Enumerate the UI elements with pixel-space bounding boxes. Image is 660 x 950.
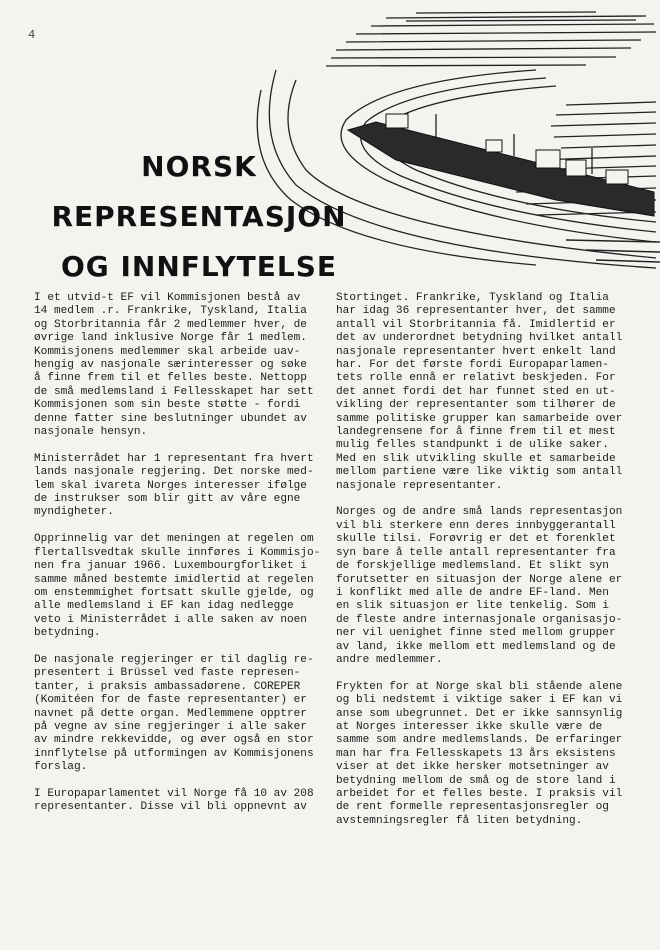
headline-line: OG INNFLYTELSE (60, 250, 338, 283)
headline-line: REPRESENTASJON (51, 200, 347, 233)
right-column (336, 292, 626, 842)
paragraph: Frykten for at Norge skal bli stående alene og bli nedstemt i viktige saker i EF kan vi anse som ubegrunnet. Det er ikke sannsynlig at Norges interesser ikke skulle være de samme som andre medlemslands. De erfaringer man har fra Fellesskapets 13 års eksistens viser at det ikke hersker motsetninger av betydning mellom de små og de store land i arbeidet for et felles beste. I praksis vil de rent formelle representasjonsregler og avstemningsregler få liten betydning. (336, 680, 623, 827)
left-column (34, 292, 324, 828)
headline-line: NORSK (141, 150, 257, 183)
paragraph: I et utvid-t EF vil Kommisjonen bestå av 14 medlem .r. Frankrike, Tyskland, Italia og Storbritannia får 2 medlemmer hver, de øvrige land inklusive Norge får 1 medlem. Kommisjonens medlemmer skal arbeide uav- hengig av nasjonale særinteresser og søke å finne frem til et felles beste. Nettopp de små medlemsland i Fellesskapet har sett Kommisjonen som sin beste støtte - fordi denne fatter sine beslutninger ubundet av nasjonale hensyn. (34, 292, 314, 439)
paragraph: De nasjonale regjeringer er til daglig re- presentert i Brüssel ved faste represen- tanter, i praksis ambassadørene. COREPER (Komitéen for de faste representanter) er navnet på dette organ. Medlemmene opptrer på vegne av sine regjeringer i alle saker av mindre rekkevidde, og øver også en stor innflytelse på utformingen av Kommisjonens forslag. (34, 653, 314, 774)
page-number: 4 (28, 28, 36, 42)
paragraph: Stortinget. Frankrike, Tyskland og Italia har idag 36 representanter hver, det samme antall vil Storbritannia få. Imidlertid er det av underordnet betydning hvilket antall nasjonale representanter hvert enkelt land har. For det første fordi Europaparlamen- tets rolle ennå er relativt beskjeden. For det annet fordi det har funnet sted en ut- vikling der representanter som tilhører de samme politiske grupper kan samarbeide over landegrensene for å finne frem til et mest mulig felles standpunkt i de ulike saker. Med en slik utvikling skulle et samarbeide mellom partiene være like viktig som antall nasjonale representanter. (336, 292, 623, 492)
paragraph: Ministerrådet har 1 representant fra hvert lands nasjonale regjering. Det norske med- lem skal ivareta Norges interesser ifølge de instrukser som blir gitt av våre egne myndigheter. (34, 452, 314, 519)
paragraph: Opprinnelig var det meningen at regelen om flertallsvedtak skulle innføres i Kommisjo- nen fra januar 1966. Luxembourgforliket i samme måned bestemte imidlertid at regelen om enstemmighet fortsatt skulle gjelde, og alle medlemsland i EF kan idag nedlegge veto i Ministerrådet i alle saken av noen betydning. (34, 533, 321, 640)
paragraph: Norges og de andre små lands representasjon vil bli sterkere enn deres innbyggerantall skulle tilsi. Forøvrig er det et forenklet syn bare å telle antall representanter fra de forskjellige medlemsland. Et slikt syn forutsetter en situasjon der Norge alene er i konflikt med alle de andre EF-land. Men en slik situasjon er lite tenkelig. Som i de fleste andre internasjonale organisasjo- ner vil uenighet finne sted mellom grupper av land, ikke mellom ett medlemsland og de andre medlemmer. (336, 506, 623, 666)
paragraph: I Europaparlamentet vil Norge få 10 av 208 representanter. Disse vil bli oppnevnt av (34, 787, 314, 814)
headline (34, 142, 364, 292)
